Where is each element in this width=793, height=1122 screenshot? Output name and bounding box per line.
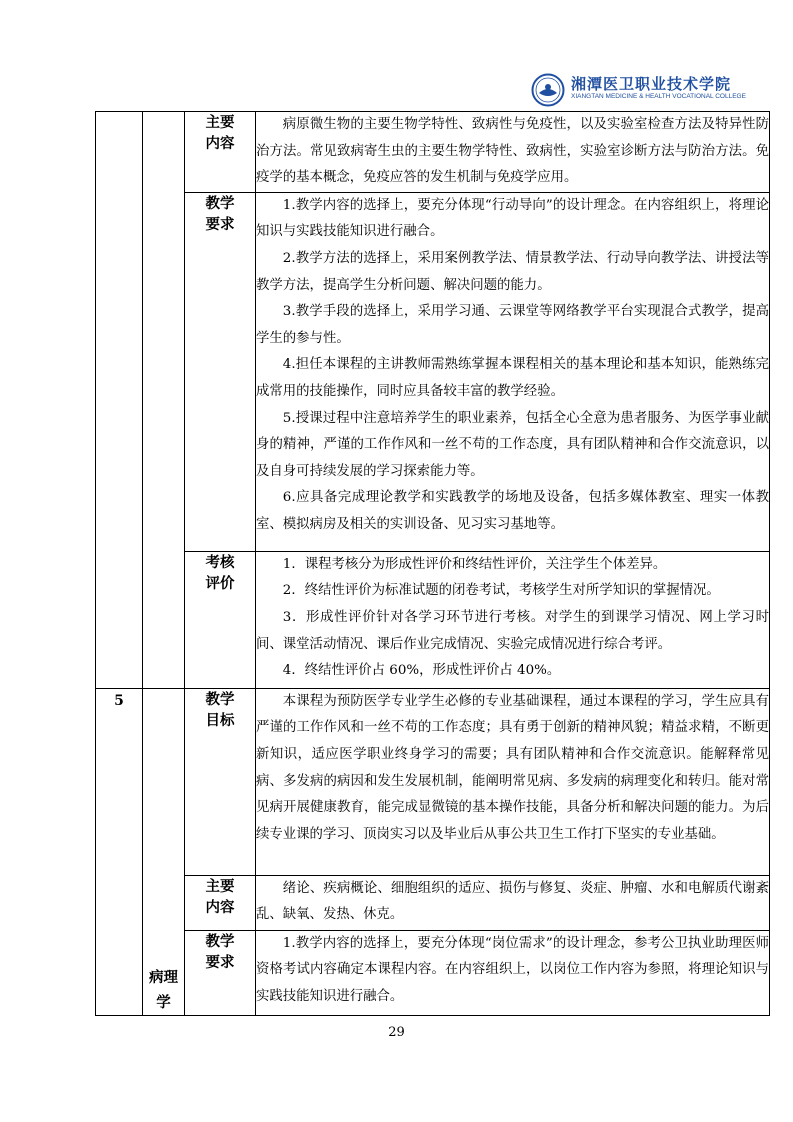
logo-chinese-name: 湘潭医卫职业技术学院 [571,75,732,93]
course-table [95,111,770,1016]
number-cell-continued [96,112,143,689]
row-content: 1.教学内容的选择上，要充分体现“岗位需求”的设计理念，参考公卫执业助理医师资格考试内容确定本课程内容。在内容组织上，以岗位工作内容为参照，将理论知识与实践技能知识进行融合。 [256,930,770,1015]
college-logo [531,73,746,107]
course-name-cell-continued [143,112,185,689]
row-content: 1.教学内容的选择上，要充分体现“行动导向”的设计理念。在内容组织上，将理论知识与实践技能知识进行融合。 2.教学方法的选择上，采用案例教学法、情景教学法、行动导向教学法、讲授法等教学方法，提高学生分析问题、解决问题的能力。 3.教学手段的选择上，采用学习通、云课堂等网络教学平台实现混合式教学，提高学生的参与性。 4.担任本课程的主讲教师需熟练掌握本课程相关的基本理论和基本知识，能熟练完成常用的技能操作，同时应具备较丰富的教学经验。 5.授课过程中注意培养学生的职业素养，包括全心全意为患者服务、为医学事业献身的精神，严谨的工作作风和一丝不苟的工作态度，具有团队精神和合作交流意识，以及自身可持续发展的学习探索能力等。 6.应具备完成理论教学和实践教学的场地及设备，包括多媒体教室、理实一体教室、模拟病房及相关的实训设备、见习实习基地等。 [256,192,770,551]
college-emblem-icon [531,73,565,107]
row-label: 主要 内容 [185,112,256,193]
row-content: 本课程为预防医学专业学生必修的专业基础课程，通过本课程的学习，学生应具有严谨的工作作风和一丝不苟的工作态度；具有勇于创新的精神风貌；精益求精，不断更新知识，适应医学职业终身学习的需要；具有团队精神和合作交流意识。能解释常见病、多发病的病因和发生发展机制，能阐明常见病、多发病的病理变化和转归。能对常见病开展健康教育，能完成显微镜的基本操作技能，具备分析和解决问题的能力。为后续专业课的学习、顶岗实习以及毕业后从事公共卫生工作打下坚实的专业基础。 [256,688,770,875]
row-label: 考核 评价 [185,551,256,688]
course-number: 5 [96,688,143,1015]
table-row [96,930,770,1015]
page-number: 29 [388,1025,405,1040]
table-row [96,688,770,875]
course-name: 病理 学 [143,688,185,1015]
row-label: 教学 要求 [185,930,256,1015]
table-row [96,551,770,688]
row-content: 病原微生物的主要生物学特性、致病性与免疫性，以及实验室检查方法及特异性防治方法。常见致病寄生虫的主要生物学特性、致病性，实验室诊断方法与防治方法。免疫学的基本概念，免疫应答的发生机制与免疫学应用。 [256,112,770,193]
table-row [96,875,770,930]
row-content: 绪论、疾病概论、细胞组织的适应、损伤与修复、炎症、肿瘤、水和电解质代谢紊乱、缺氧、发热、休克。 [256,875,770,930]
row-label: 教学 要求 [185,192,256,551]
row-label: 主要 内容 [185,875,256,930]
table-row [96,112,770,193]
row-content: 1．课程考核分为形成性评价和终结性评价，关注学生个体差异。 2．终结性评价为标准试题的闭卷考试，考核学生对所学知识的掌握情况。 3．形成性评价针对各学习环节进行考核。对学生的到课学习情况、网上学习时间、课堂活动情况、课后作业完成情况、实验完成情况进行综合考评。 4．终结性评价占 60%，形成性评价占 40%。 [256,551,770,688]
table-row [96,192,770,551]
logo-english-name: XIANGTAN MEDICINE & HEALTH VOCATIONAL COLLEGE [571,93,746,100]
row-label: 教学 目标 [185,688,256,875]
